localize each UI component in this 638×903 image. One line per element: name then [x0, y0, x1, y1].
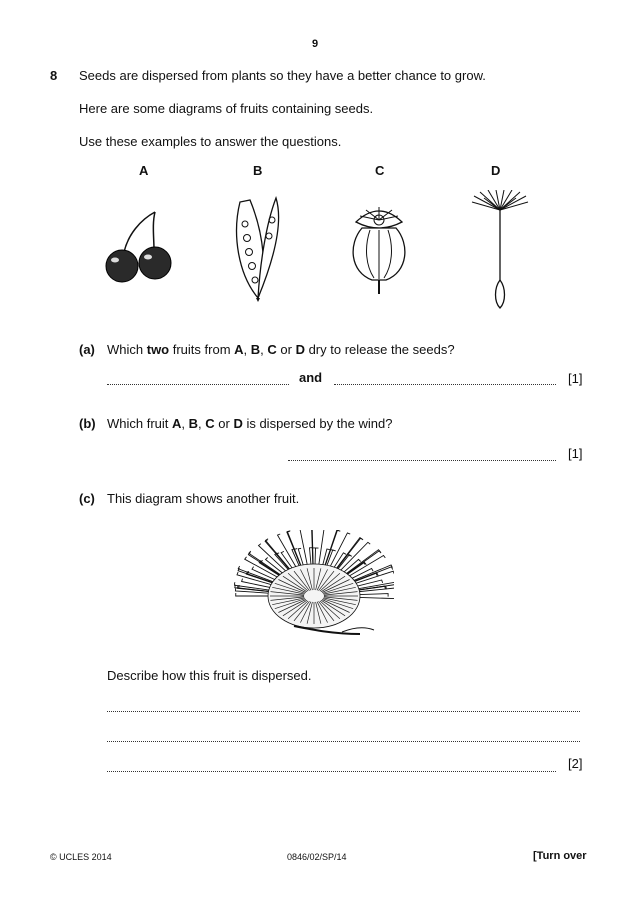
- footer-code: 0846/02/SP/14: [287, 852, 347, 862]
- answer-line-a-1[interactable]: [107, 384, 289, 385]
- part-c-label: (c): [79, 491, 95, 506]
- part-a-marks: [1]: [568, 371, 583, 386]
- footer-copyright: © UCLES 2014: [50, 852, 112, 862]
- answer-line-b[interactable]: [288, 460, 556, 461]
- pea-pod-icon: [228, 194, 288, 304]
- part-b-question: Which fruit A, B, C or D is dispersed by the wind?: [107, 416, 393, 431]
- answer-line-c-3[interactable]: [107, 771, 556, 772]
- part-c-text: This diagram shows another fruit.: [107, 491, 300, 506]
- part-a-question: Which two fruits from A, B, C or D dry to release the seeds?: [107, 342, 455, 357]
- fruit-label-c: C: [375, 163, 385, 178]
- page-number: 9: [312, 38, 319, 50]
- part-b-label: (b): [79, 416, 96, 431]
- part-b-marks: [1]: [568, 446, 583, 461]
- question-number: 8: [50, 68, 58, 83]
- intro-line-2: Here are some diagrams of fruits containing seeds.: [79, 101, 374, 116]
- part-c-prompt: Describe how this fruit is dispersed.: [107, 668, 312, 683]
- intro-line-1: Seeds are dispersed from plants so they have a better chance to grow.: [79, 68, 486, 83]
- part-a-label: (a): [79, 342, 95, 357]
- dandelion-seed-icon: [470, 190, 530, 312]
- answer-line-c-2[interactable]: [107, 741, 580, 742]
- intro-line-3: Use these examples to answer the questions.: [79, 134, 342, 149]
- footer-turn-over: [Turn over: [533, 850, 587, 862]
- part-c-marks: [2]: [568, 756, 583, 771]
- poppy-capsule-icon: [344, 204, 414, 296]
- cherries-icon: [100, 210, 180, 285]
- fruit-label-a: A: [139, 163, 149, 178]
- burdock-burr-icon: [234, 530, 394, 642]
- fruit-label-d: D: [491, 163, 501, 178]
- answer-line-c-1[interactable]: [107, 711, 580, 712]
- and-connector: and: [299, 370, 323, 385]
- fruit-label-b: B: [253, 163, 263, 178]
- answer-line-a-2[interactable]: [334, 384, 556, 385]
